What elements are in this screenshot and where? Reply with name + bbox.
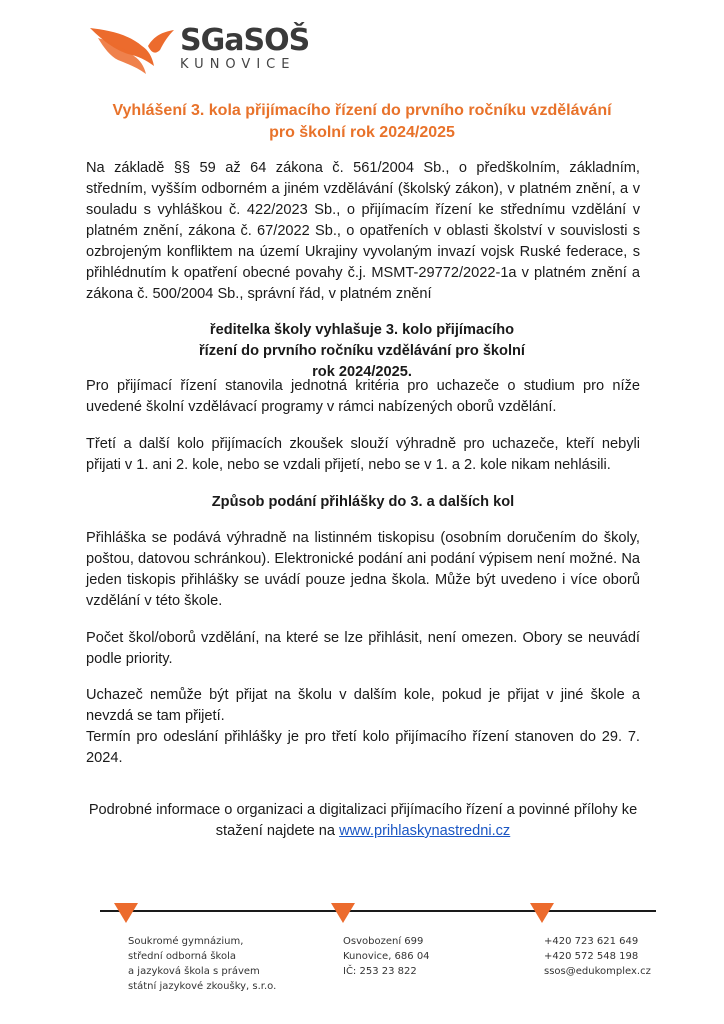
footer-phone: +420 572 548 198 xyxy=(544,951,639,962)
count-paragraph: Počet škol/oborů vzdělání, na které se lze přihlásit, není omezen. Obory se neuvádí podle priority. xyxy=(86,630,640,667)
footer-triangle-icon xyxy=(114,903,138,923)
info-text: Podrobné informace o organizaci a digitalizaci přijímacího řízení a povinné přílohy ke stažení najdete na xyxy=(88,802,638,839)
footer-divider xyxy=(100,910,656,912)
info-link[interactable]: www.prihlaskynastredni.cz xyxy=(339,823,511,839)
logo-subtitle: KUNOVICE xyxy=(180,57,296,72)
footer-school-name xyxy=(128,934,276,994)
footer-phone: +420 723 621 649 xyxy=(544,936,639,947)
submission-paragraph: Přihláška se podává výhradně na listinném tiskopisu (osobním doručením do školy, poštou, datovou schránkou). Elektronické podání ani podání výpisem není možné. Na jeden tiskopis přihlášky se uvádí pouze jedna škola. Může být uvedeno i více oborů vzdělání v této škole. xyxy=(86,530,640,609)
section-heading: Způsob podání přihlášky do 3. a dalších kol xyxy=(211,494,515,510)
title-line-2: pro školní rok 2024/2025 xyxy=(269,124,455,141)
title-line-1: Vyhlášení 3. kola přijímacího řízení do prvního ročníku vzdělávání xyxy=(112,102,612,119)
applicant-paragraph: Uchazeč nemůže být přijat na školu v dalším kole, pokud je přijat v jiné škole a nevzdá se tam přijetí. xyxy=(86,687,640,724)
page-title xyxy=(80,100,644,144)
footer-line: státní jazykové zkoušky, s.r.o. xyxy=(128,981,277,992)
bird-logo-icon xyxy=(88,20,178,76)
announcement: ředitelka školy vyhlašuje 3. kolo přijímacího řízení do prvního ročníku vzdělávání pro školní rok 2024/2025. xyxy=(199,322,525,380)
criteria-paragraph: Pro přijímací řízení stanovila jednotná kritéria pro uchazeče o studium pro níže uvedené školní vzdělávací programy v rámci nabízených oborů vzdělání. xyxy=(86,378,640,415)
footer-line: Soukromé gymnázium, xyxy=(128,936,244,947)
footer-contact xyxy=(544,934,651,979)
footer-line: Osvobození 699 xyxy=(343,936,424,947)
intro-paragraph: Na základě §§ 59 až 64 zákona č. 561/2004 Sb., o předškolním, základním, středním, vyšším odborném a jiném vzdělávání (školský zákon), v platném znění, a v souladu s vyhláškou č. 422/2023 Sb., o přijímacím řízení ke střednímu vzdělání v platném znění, zákona č. 67/2022 Sb., o opatřeních v oblasti školství v souvislosti s ozbrojeným konfliktem na území Ukrajiny vyvolaným invazí vojsk Ruské federace, s přihlédnutím k opatření obecné povahy č.j. MSMT-29772/2022-1a v platném znění a zákona č. 500/2004 Sb., správní řád, v platném znění xyxy=(86,160,640,302)
school-logo xyxy=(88,20,308,76)
logo-name: SGaSOŠ xyxy=(180,23,310,58)
footer-triangle-icon xyxy=(331,903,355,923)
info-paragraph xyxy=(86,800,640,842)
footer-triangle-icon xyxy=(530,903,554,923)
deadline-paragraph: Termín pro odeslání přihlášky je pro třetí kolo přijímacího řízení stanoven do 29. 7. 2024. xyxy=(86,729,640,766)
footer-line: střední odborná škola xyxy=(128,951,236,962)
footer-line: a jazyková škola s právem xyxy=(128,966,260,977)
third-round-paragraph: Třetí a další kolo přijímacích zkoušek slouží výhradně pro uchazeče, kteří nebyli přijati v 1. ani 2. kole, nebo se vzdali přijetí, nebo se v 1. a 2. kole nikam nehlásili. xyxy=(86,436,640,473)
footer-line: IČ: 253 23 822 xyxy=(343,966,417,977)
footer-line: Kunovice, 686 04 xyxy=(343,951,430,962)
footer-address xyxy=(343,934,430,979)
footer-email[interactable]: ssos@edukomplex.cz xyxy=(544,966,651,977)
